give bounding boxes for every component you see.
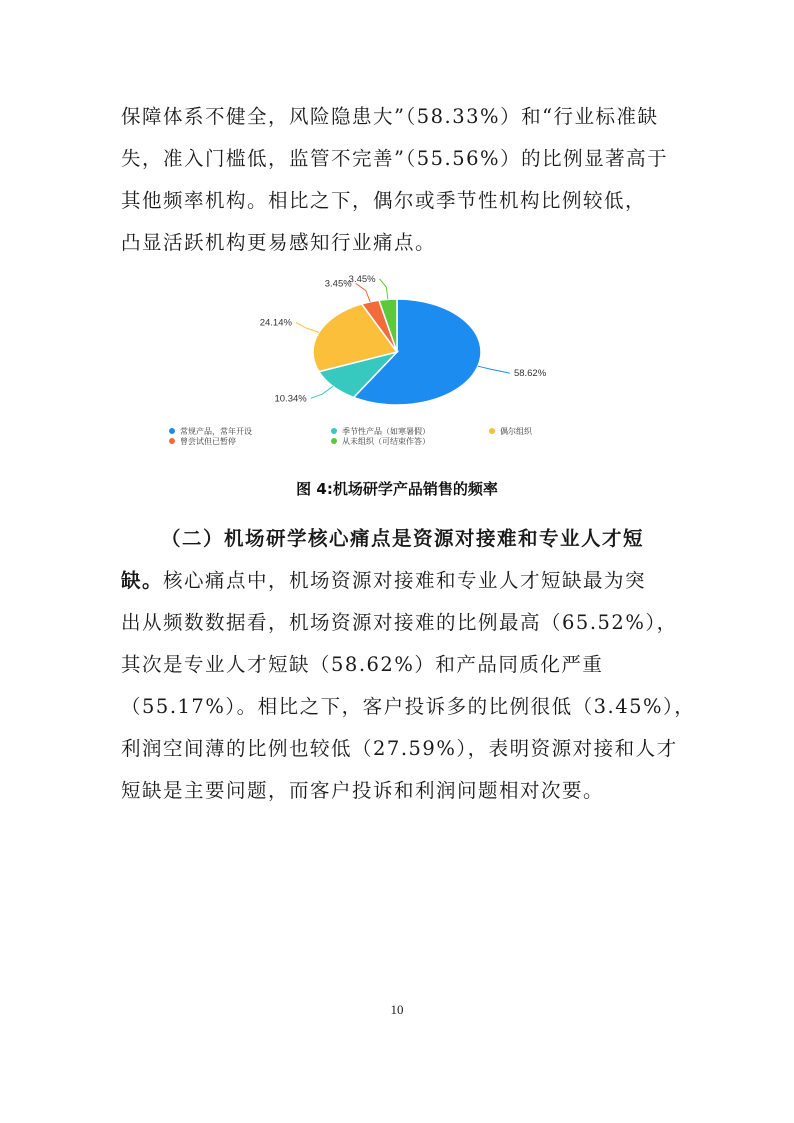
pie-chart	[150, 268, 610, 460]
legend-marker	[169, 428, 175, 434]
text-line: （55.17%）。相比之下，客户投诉多的比例很低（3.45%），	[121, 695, 696, 718]
text-line: 凸显活跃机构更易感知行业痛点。	[121, 231, 437, 254]
text-line	[121, 560, 669, 602]
leader-line	[356, 283, 370, 301]
figure-caption: 图 4:机场研学产品销售的频率	[296, 480, 498, 498]
text-line-rest: 核心痛点中，机场资源对接难和专业人才短缺最为突	[163, 569, 647, 592]
leader-line	[311, 386, 333, 398]
leader-line	[380, 279, 388, 300]
legend-marker	[331, 428, 337, 434]
legend-label: 偶尔组织	[500, 427, 532, 436]
page-number: 10	[390, 1002, 404, 1017]
paragraph-1	[121, 96, 669, 264]
legend-marker	[331, 438, 337, 444]
text-line: 保障体系不健全，风险隐患大”（58.33%）和“行业标准缺	[121, 105, 659, 128]
text-line: 短缺是主要问题，而客户投诉和利润问题相对次要。	[121, 779, 605, 802]
heading-continuation: 缺。	[121, 569, 164, 592]
data-label: 58.62%	[513, 368, 547, 380]
pie-slices	[313, 299, 481, 405]
text-line: 失，准入门槛低，监管不完善”（55.56%）的比例显著高于	[121, 147, 669, 170]
data-label: 3.45%	[348, 273, 376, 285]
data-label: 24.14%	[259, 317, 292, 329]
leader-line	[478, 366, 510, 373]
leader-line	[296, 323, 319, 333]
data-label: 10.34%	[274, 393, 307, 405]
legend-label: 曾尝试但已暂停	[180, 437, 236, 446]
legend	[169, 426, 533, 446]
section-heading: （二）机场研学核心痛点是资源对接难和专业人才短	[161, 527, 645, 550]
data-label: 3.45%	[324, 278, 352, 290]
paragraph-2	[121, 518, 696, 812]
legend-marker	[489, 428, 495, 434]
text-line: 出从频数数据看，机场资源对接难的比例最高（65.52%），	[121, 611, 678, 634]
legend-marker	[169, 438, 175, 444]
legend-label: 季节性产品（如寒暑假）	[342, 427, 430, 436]
legend-label: 从未组织（可结束作答）	[342, 437, 430, 446]
legend-label: 常规产品，常年开设	[180, 427, 252, 436]
text-line: 其他频率机构。相比之下，偶尔或季节性机构比例较低，	[121, 189, 647, 212]
text-line: 其次是专业人才短缺（58.62%）和产品同质化严重	[121, 653, 604, 676]
text-line: 利润空间薄的比例也较低（27.59%），表明资源对接和人才	[121, 737, 678, 760]
